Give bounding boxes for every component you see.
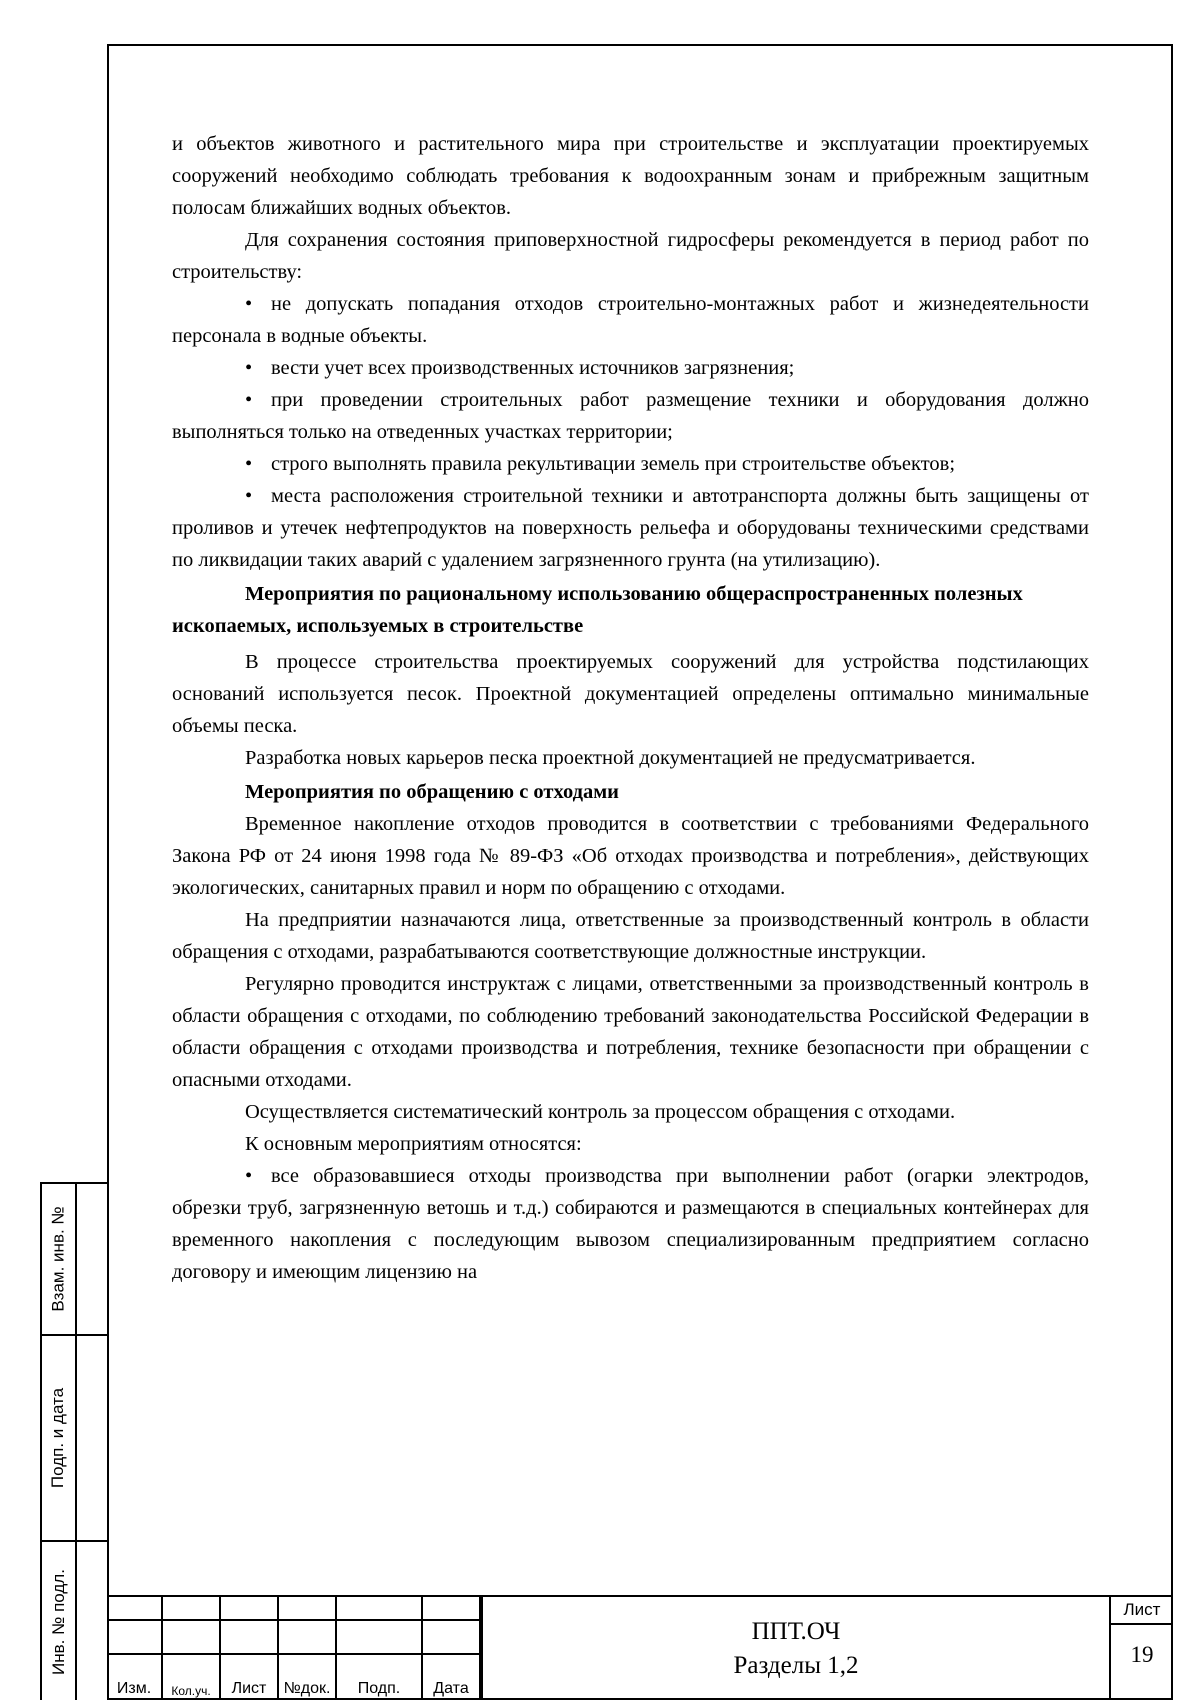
bullet-item (172, 288, 1089, 352)
revision-cell (221, 1597, 279, 1621)
paragraph-text: не допускать попадания отходов строительно-монтажных работ и жизнедеятельности персонала в водные объекты. (172, 293, 1089, 347)
side-label-vzam-text: Взам. инв. № (48, 1206, 68, 1312)
revision-cell (107, 1621, 163, 1655)
paragraph (172, 904, 1089, 968)
paragraph (172, 224, 1089, 288)
paragraph-text: вести учет всех производственных источников загрязнения; (271, 357, 795, 379)
paragraph (172, 808, 1089, 904)
document-designation (481, 1597, 1109, 1700)
paragraph-text: при проведении строительных работ размещение техники и оборудования должно выполняться только на отведенных участках территории; (172, 389, 1089, 443)
section-heading (172, 578, 1089, 642)
paragraph-text: Мероприятия по рациональному использованию общераспространенных полезных ископаемых, используемых в строительстве (172, 583, 1023, 637)
paragraph-text: места расположения строительной техники и автотранспорта должны быть защищены от проливов и утечек нефтепродуктов на поверхность рельефа и оборудованы техническими средствами по ликвидации таких аварий с удалением загрязненного грунта (на утилизацию). (172, 485, 1089, 571)
revision-header-cell: Подп. (337, 1655, 423, 1700)
side-label-inv (42, 1542, 75, 1702)
bullet-icon: • (245, 293, 253, 315)
revision-cell (423, 1621, 481, 1655)
document-body (172, 128, 1089, 1288)
side-label-podp-text: Подп. и дата (48, 1387, 68, 1489)
revision-cell (279, 1621, 337, 1655)
paragraph-text: Мероприятия по обращению с отходами (245, 781, 619, 803)
revision-cell (423, 1597, 481, 1621)
bullet-icon: • (245, 485, 253, 507)
paragraph-text: строго выполнять правила рекультивации земель при строительстве объектов; (271, 453, 956, 475)
revision-cell (107, 1597, 163, 1621)
revision-header-cell: №док. (279, 1655, 337, 1700)
bullet-icon: • (245, 357, 253, 379)
side-divider (75, 1184, 77, 1700)
title-block (107, 1595, 1173, 1700)
side-label-inv-text: Инв. № подл. (48, 1569, 68, 1675)
revision-header-cell: Кол.уч. (163, 1655, 221, 1700)
paragraph (172, 968, 1089, 1096)
section-heading (172, 776, 1089, 808)
paragraph-text: На предприятии назначаются лица, ответственные за производственный контроль в области обращения с отходами, разрабатываются соответствующие должностные инструкции. (172, 909, 1089, 963)
revision-header-cell: Изм. (107, 1655, 163, 1700)
paragraph-text: Регулярно проводится инструктаж с лицами, ответственными за производственный контроль в области обращения с отходами, по соблюдению требований законодательства Российской Федерации в области обращения с отходами производства и потребления, технике безопасности при обращении с опасными отходами. (172, 973, 1089, 1091)
revision-cell (337, 1621, 423, 1655)
bullet-item (172, 448, 1089, 480)
revision-cell (221, 1621, 279, 1655)
paragraph-text: Осуществляется систематический контроль за процессом обращения с отходами. (245, 1101, 956, 1123)
paragraph-text: все образовавшиеся отходы производства при выполнении работ (огарки электродов, обрезки труб, загрязненную ветошь и т.д.) собираются и размещаются в специальных контейнерах для временного накопления с последующим вывозом специализированным предприятием согласно договору и имеющим лицензию на (172, 1165, 1089, 1283)
revision-table (107, 1597, 481, 1700)
paragraph-text: Для сохранения состояния приповерхностной гидросферы рекомендуется в период работ по строительству: (172, 229, 1089, 283)
revision-cell (163, 1621, 221, 1655)
sheet-cell (1109, 1597, 1173, 1700)
paragraph (172, 646, 1089, 742)
revision-header-cell: Лист (221, 1655, 279, 1700)
paragraph (172, 128, 1089, 224)
bullet-icon: • (245, 1165, 253, 1187)
paragraph (172, 1128, 1089, 1160)
side-label-podp (42, 1336, 75, 1540)
bullet-icon: • (245, 453, 253, 475)
sheet-number: 19 (1130, 1642, 1154, 1667)
bullet-item (172, 352, 1089, 384)
document-subtitle: Разделы 1,2 (733, 1651, 859, 1679)
paragraph-text: Разработка новых карьеров песка проектной документацией не предусматривается. (245, 747, 976, 769)
revision-cell (337, 1597, 423, 1621)
bullet-item (172, 480, 1089, 576)
paragraph (172, 742, 1089, 774)
paragraph-text: В процессе строительства проектируемых сооружений для устройства подстилающих оснований используется песок. Проектной документацией определены оптимально минимальные объемы песка. (172, 651, 1089, 737)
revision-cell (279, 1597, 337, 1621)
document-code: ППТ.ОЧ (751, 1617, 841, 1645)
bullet-item (172, 1160, 1089, 1288)
revision-cell (163, 1597, 221, 1621)
side-label-vzam (42, 1184, 75, 1334)
paragraph-text: и объектов животного и растительного мира при строительстве и эксплуатации проектируемых сооружений необходимо соблюдать требования к водоохранным зонам и прибрежным защитным полосам ближайших водных объектов. (172, 133, 1089, 219)
bullet-icon: • (245, 389, 253, 411)
paragraph-text: Временное накопление отходов проводится в соответствии с требованиями Федерального Закона РФ от 24 июня 1998 года № 89-ФЗ «Об отходах производства и потребления», действующих экологических, санитарных правил и норм по обращению с отходами. (172, 813, 1089, 899)
paragraph-text: К основным мероприятиям относятся: (245, 1133, 582, 1155)
sheet-label: Лист (1111, 1597, 1173, 1625)
bullet-item (172, 384, 1089, 448)
paragraph (172, 1096, 1089, 1128)
side-stamp (40, 1182, 107, 1700)
revision-header-cell: Дата (423, 1655, 481, 1700)
